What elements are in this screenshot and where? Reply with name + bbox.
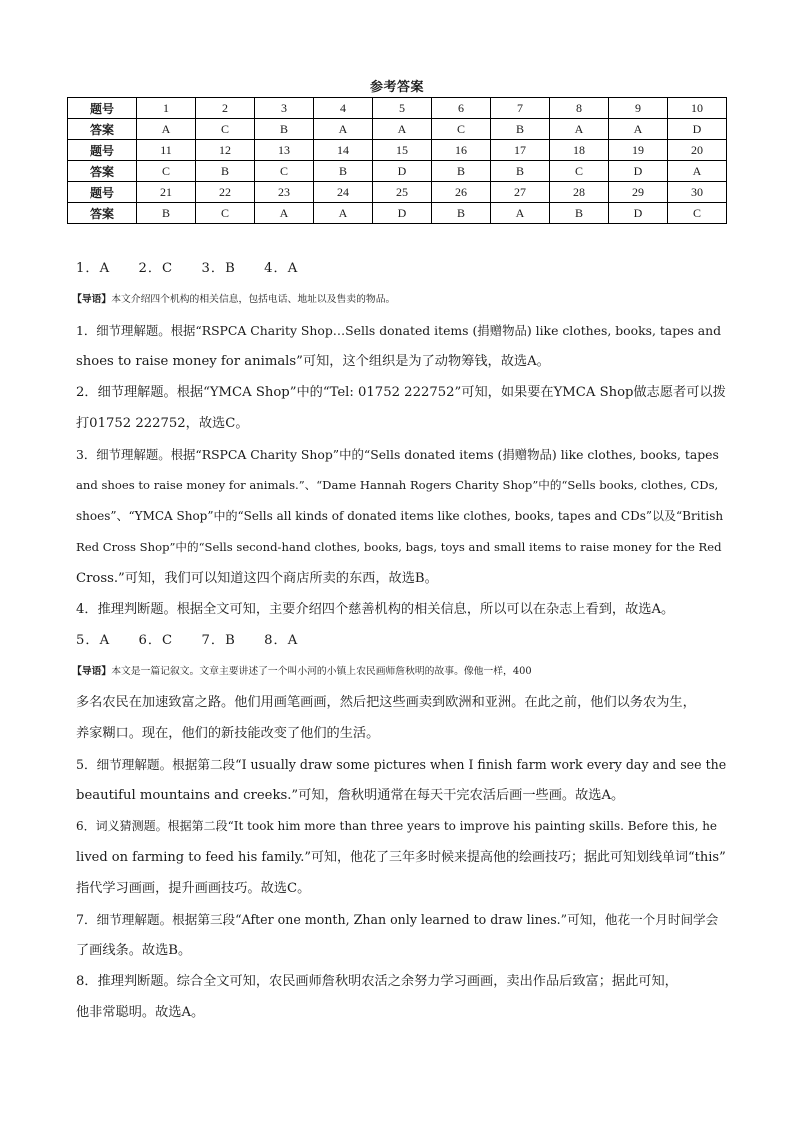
table-cell: 13 xyxy=(255,140,314,161)
table-cell: 14 xyxy=(314,140,373,161)
table-cell: D xyxy=(668,119,727,140)
table-cell: A xyxy=(373,119,432,140)
text-line: Red Cross Shop”中的“Sells second-hand clothes, books, bags, toys and small items to raise money for the Red xyxy=(76,540,722,554)
table-cell: 27 xyxy=(491,182,550,203)
text-line: shoes”、“YMCA Shop”中的“Sells all kinds of donated items like clothes, books, tapes and CDs”以及“British xyxy=(76,509,724,523)
answer-line: 5．A 6．C 7．B 8．A xyxy=(76,633,299,648)
row-header: 答案 xyxy=(68,119,137,140)
table-row xyxy=(68,98,727,119)
text-line: 1．细节理解题。根据“RSPCA Charity Shop…Sells donated items (捐赠物品) like clothes, books, tapes and xyxy=(76,323,722,338)
table-cell: D xyxy=(609,161,668,182)
text-line: 8．推理判断题。综合全文可知，农民画师詹秋明农活之余努力学习画画，卖出作品后致富；据此可知， xyxy=(76,974,678,989)
table-cell: A xyxy=(668,161,727,182)
row-header: 题号 xyxy=(68,140,137,161)
text-line: 6．词义猜测题。根据第二段“It took him more than three years to improve his painting skills. Before this, he xyxy=(76,819,718,833)
table-cell: 19 xyxy=(609,140,668,161)
table-cell: A xyxy=(137,119,196,140)
table-cell: 26 xyxy=(432,182,491,203)
text-line: beautiful mountains and creeks.”可知，詹秋明通常在每天干完农活后画一些画。故选A。 xyxy=(76,788,625,803)
row-header: 题号 xyxy=(68,182,137,203)
table-cell: 15 xyxy=(373,140,432,161)
table-cell: D xyxy=(609,203,668,224)
text-line: 了画线条。故选B。 xyxy=(76,943,192,958)
text-line: Cross.”可知，我们可以知道这四个商店所卖的东西，故选B。 xyxy=(76,571,438,586)
table-cell: C xyxy=(137,161,196,182)
table-cell: B xyxy=(255,119,314,140)
table-cell: 22 xyxy=(196,182,255,203)
lead-label: 【导语】 xyxy=(72,666,112,677)
table-cell: B xyxy=(491,119,550,140)
table-cell: 11 xyxy=(137,140,196,161)
table-cell: 9 xyxy=(609,98,668,119)
text-line: and shoes to raise money for animals.”、“Dame Hannah Rogers Charity Shop”中的“Sells books, clothes, CDs, xyxy=(76,478,719,492)
table-cell: A xyxy=(314,119,373,140)
page-title: 参考答案 xyxy=(369,80,424,95)
text-line: 他非常聪明。故选A。 xyxy=(76,1005,205,1020)
table-cell: 3 xyxy=(255,98,314,119)
table-cell: C xyxy=(196,119,255,140)
row-header: 题号 xyxy=(68,98,137,119)
table-cell: B xyxy=(550,203,609,224)
answer-table xyxy=(67,97,727,224)
answer-line: 1．A 2．C 3．B 4．A xyxy=(76,261,299,276)
table-row xyxy=(68,140,727,161)
table-cell: B xyxy=(314,161,373,182)
table-cell: 10 xyxy=(668,98,727,119)
text-line: 5．细节理解题。根据第二段“I usually draw some pictures when I finish farm work every day and see the xyxy=(76,757,727,772)
text-line: shoes to raise money for animals”可知，这个组织是为了动物筹钱，故选A。 xyxy=(76,354,550,369)
text-line: 2．细节理解题。根据“YMCA Shop”中的“Tel: 01752 222752”可知，如果要在YMCA Shop做志愿者可以拨 xyxy=(76,385,726,400)
table-cell: 1 xyxy=(137,98,196,119)
table-cell: A xyxy=(609,119,668,140)
table-cell: 24 xyxy=(314,182,373,203)
text-line: 多名农民在加速致富之路。他们用画笔画画，然后把这些画卖到欧洲和亚洲。在此之前，他们以务农为生， xyxy=(76,695,696,710)
table-cell: C xyxy=(550,161,609,182)
text-line: 指代学习画画，提升画画技巧。故选C。 xyxy=(76,881,311,896)
text-line: 打01752 222752，故选C。 xyxy=(76,416,249,431)
table-cell: B xyxy=(196,161,255,182)
row-header: 答案 xyxy=(68,161,137,182)
table-cell: B xyxy=(432,161,491,182)
table-cell: B xyxy=(137,203,196,224)
table-cell: 6 xyxy=(432,98,491,119)
text-line: 7．细节理解题。根据第三段“After one month, Zhan only learned to draw lines.”可知，他花一个月时间学会 xyxy=(76,912,719,927)
table-cell: 28 xyxy=(550,182,609,203)
table-cell: 29 xyxy=(609,182,668,203)
lead-paragraph xyxy=(72,284,726,315)
table-cell: D xyxy=(373,203,432,224)
table-cell: B xyxy=(491,161,550,182)
table-cell: 5 xyxy=(373,98,432,119)
lead-text: 本文是一篇记叙文。文章主要讲述了一个叫小河的小镇上农民画师詹秋明的故事。像他一样，400 xyxy=(111,666,532,677)
text-line: 4．推理判断题。根据全文可知，主要介绍四个慈善机构的相关信息，所以可以在杂志上看到，故选A。 xyxy=(76,602,675,617)
table-cell: D xyxy=(373,161,432,182)
lead-label: 【导语】 xyxy=(72,294,112,305)
table-row xyxy=(68,119,727,140)
table-cell: 4 xyxy=(314,98,373,119)
explanation-text xyxy=(72,253,727,1028)
table-cell: 30 xyxy=(668,182,727,203)
table-cell: A xyxy=(550,119,609,140)
table-cell: 25 xyxy=(373,182,432,203)
table-cell: A xyxy=(314,203,373,224)
row-header: 答案 xyxy=(68,203,137,224)
table-cell: 16 xyxy=(432,140,491,161)
lead-text: 本文介绍四个机构的相关信息，包括电话、地址以及售卖的物品。 xyxy=(111,294,396,305)
text-line: 3．细节理解题。根据“RSPCA Charity Shop”中的“Sells donated items (捐赠物品) like clothes, books, tapes xyxy=(76,447,719,462)
table-cell: 8 xyxy=(550,98,609,119)
text-line: 养家糊口。现在，他们的新技能改变了他们的生活。 xyxy=(76,726,380,741)
table-row xyxy=(68,182,727,203)
table-row xyxy=(68,161,727,182)
table-cell: C xyxy=(196,203,255,224)
table-cell: C xyxy=(432,119,491,140)
table-cell: 21 xyxy=(137,182,196,203)
table-cell: 2 xyxy=(196,98,255,119)
table-cell: 23 xyxy=(255,182,314,203)
table-cell: A xyxy=(491,203,550,224)
table-cell: 20 xyxy=(668,140,727,161)
table-cell: A xyxy=(255,203,314,224)
table-cell: C xyxy=(668,203,727,224)
table-row xyxy=(68,203,727,224)
table-cell: 7 xyxy=(491,98,550,119)
table-cell: C xyxy=(255,161,314,182)
table-cell: 17 xyxy=(491,140,550,161)
lead-paragraph xyxy=(72,656,726,687)
text-line: lived on farming to feed his family.”可知，他花了三年多时候来提高他的绘画技巧；据此可知划线单词“this” xyxy=(76,850,726,865)
table-cell: 18 xyxy=(550,140,609,161)
table-cell: B xyxy=(432,203,491,224)
table-cell: 12 xyxy=(196,140,255,161)
